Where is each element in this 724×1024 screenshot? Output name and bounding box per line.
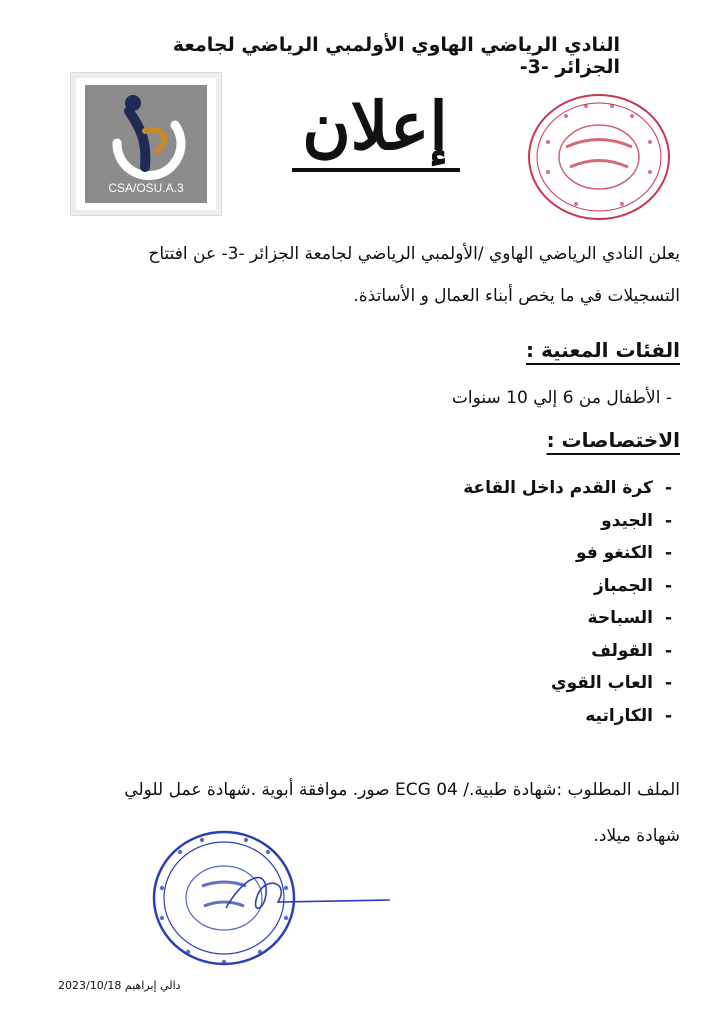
specialty-label: الجمباز (593, 575, 653, 596)
bullet-dash: - (664, 673, 672, 694)
bullet-dash: - (664, 575, 672, 596)
club-header-title: النادي الرياضي الهاوي الأولمبي الرياضي لجامعة الجزائر -3- (172, 34, 620, 78)
blue-club-stamp (140, 822, 400, 980)
announcement-paragraph-line-1: يعلن النادي الرياضي الهاوي /الأولمبي الرياضي لجامعة الجزائر -3- عن افتتاح (148, 244, 680, 264)
categories-item: - الأطفال من 6 إلي 10 سنوات (451, 388, 672, 408)
specialties-heading: الاختصاصات : (546, 428, 680, 452)
list-item (372, 667, 672, 700)
list-item (372, 635, 672, 668)
required-documents-line-1: الملف المطلوب :شهادة طبية./ ECG 04 صور. موافقة أبوية .شهادة عمل للولي (124, 780, 680, 800)
bullet-dash: - (664, 543, 672, 564)
list-item (372, 602, 672, 635)
logo-caption: CSA/OSU.A.3 (108, 181, 184, 195)
red-official-stamp (526, 92, 672, 222)
list-item (372, 700, 672, 733)
announcement-paragraph-line-2: التسجيلات في ما يخص أبناء العمال و الأساتذة. (353, 286, 680, 306)
list-item (372, 472, 672, 505)
specialty-label: الكاراتيه (585, 705, 653, 726)
categories-heading: الفئات المعنية : (526, 338, 680, 362)
specialty-label: كرة القدم داخل القاعة (463, 478, 653, 499)
announcement-title-underline (292, 168, 460, 172)
bullet-dash: - (664, 510, 672, 531)
bullet-dash: - (664, 608, 672, 629)
list-item (372, 537, 672, 570)
specialty-label: القولف (591, 640, 653, 661)
specialties-list (372, 472, 672, 732)
club-logo (70, 72, 222, 216)
required-documents-line-2: شهادة ميلاد. (593, 826, 680, 846)
specialty-label: الكنغو فو (575, 543, 653, 564)
specialty-label: السباحة (587, 608, 653, 629)
bullet-dash: - (664, 705, 672, 726)
footer-place-date: دالي إبراهيم 2023/10/18 (58, 979, 181, 992)
specialty-label: العاب القوي (551, 673, 653, 694)
list-item (372, 505, 672, 538)
list-item (372, 570, 672, 603)
signature-stroke (226, 878, 390, 909)
bullet-dash: - (664, 478, 672, 499)
specialty-label: الجيدو (601, 510, 653, 531)
bullet-dash: - (664, 640, 672, 661)
announcement-title: إعلان (302, 87, 448, 165)
